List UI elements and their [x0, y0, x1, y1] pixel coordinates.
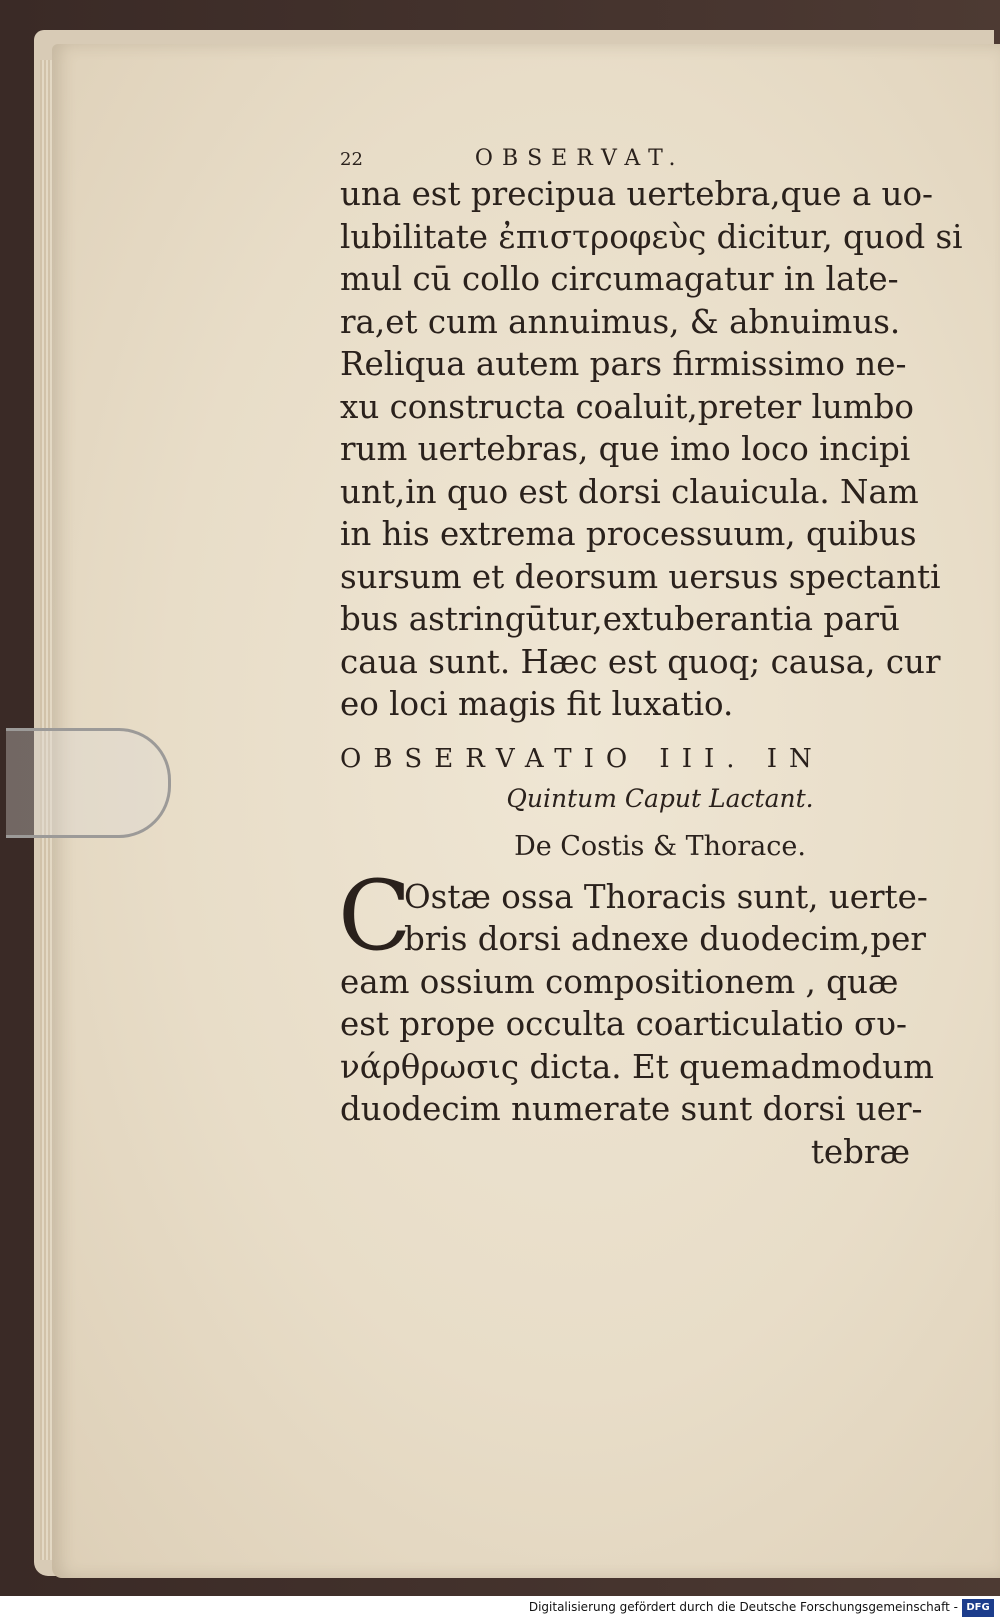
page-number: 22: [340, 149, 363, 170]
running-head-title: OBSERVAT.: [474, 146, 685, 171]
observatio-subtitle: Quintum Caput Lactant.: [506, 783, 814, 813]
page-text: [338, 146, 963, 1173]
text-line: mul cū collo circumagatur in late-: [340, 260, 899, 298]
text-line: ra,et cum annuimus, & abnuimus.: [340, 302, 901, 341]
drop-capital: C: [338, 859, 412, 972]
running-header: [340, 146, 940, 171]
text-line: una est precipua uertebra,que a uo-: [340, 175, 934, 213]
text-line: eam ossium compositionem , quæ: [340, 962, 899, 1001]
digitization-footer: [0, 1596, 1000, 1622]
footer-credit: Digitalisierung gefördert durch die Deutsche Forschungsgemeinschaft -: [528, 1600, 958, 1614]
dfg-logo-icon: DFG: [962, 1599, 994, 1617]
section-heading: De Costis & Thorace.: [514, 830, 806, 862]
first-paragraph: [340, 173, 963, 726]
text-line: in his extrema processuum, quibus: [340, 515, 917, 553]
text-line: xu constructa coaluit,preter lumbo: [340, 387, 914, 426]
text-line: Ostæ ossa Thoracis sunt, uerte-: [404, 877, 928, 916]
text-line: caua sunt. Hæc est quoq; causa, cur: [340, 642, 941, 681]
catchword: tebræ: [810, 1132, 910, 1171]
page-clip: [6, 728, 171, 838]
text-line: νάρθρωσις dicta. Et quemadmodum: [340, 1047, 934, 1086]
text-line: bus astringūtur,extuberantia parū: [340, 600, 900, 638]
text-line: duodecim numerate sunt dorsi uer-: [340, 1090, 923, 1128]
text-line: unt,in quo est dorsi clauicula. Nam: [340, 472, 919, 511]
second-paragraph: [338, 859, 940, 1174]
text-line: est prope occulta coarticulatio συ-: [340, 1005, 907, 1043]
text-line: eo loci magis fit luxatio.: [340, 685, 734, 723]
text-line: rum uertebras, que imo loco incipi: [340, 430, 911, 468]
text-line: bris dorsi adnexe duodecim,per: [404, 920, 926, 958]
text-line: lubilitate ἐπιστροφεὺς dicitur, quod si: [340, 217, 963, 256]
text-line: Reliqua autem pars firmissimo ne-: [340, 345, 907, 383]
observatio-title: OBSERVATIO III. IN: [340, 743, 824, 774]
text-line: sursum et deorsum uersus spectanti: [340, 557, 941, 596]
